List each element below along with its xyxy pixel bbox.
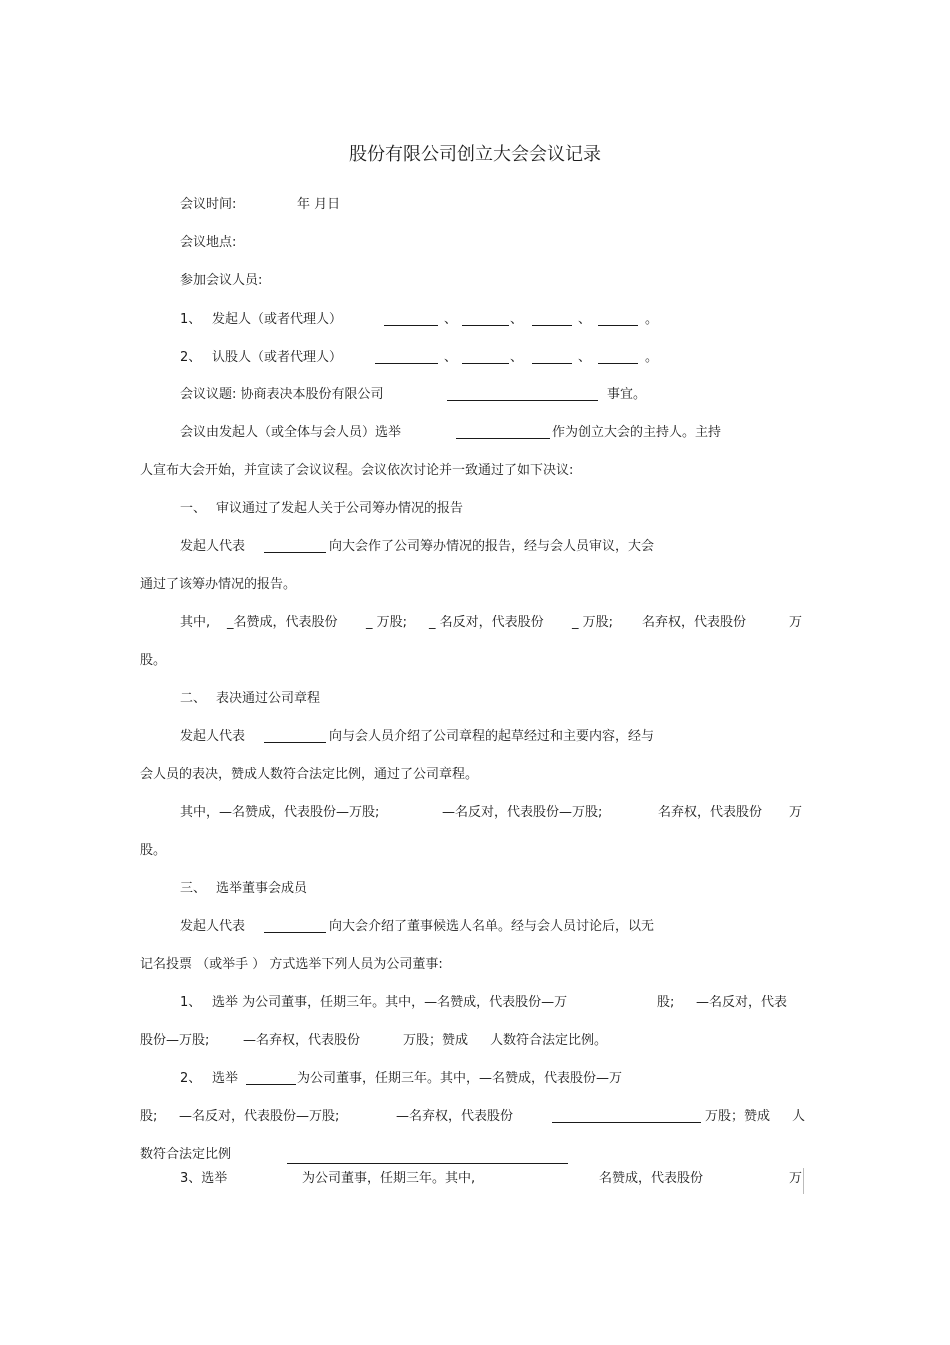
blank-line xyxy=(532,325,572,326)
separator: 。 xyxy=(645,350,659,365)
director-1-text: —名反对，代表 xyxy=(696,995,788,1010)
director-3-text: 名赞成，代表股份 xyxy=(599,1171,704,1186)
section-2-vote: 名弃权，代表股份 xyxy=(658,805,763,820)
blank-line xyxy=(246,1084,296,1085)
section-2-vote: 股。 xyxy=(140,843,167,858)
blank-line xyxy=(375,363,438,364)
attendee-2-number: 2、 xyxy=(180,350,202,365)
section-1-vote: 其中, xyxy=(180,615,211,630)
director-2-text: 选举 xyxy=(212,1071,239,1086)
section-2-title: 表决通过公司章程 xyxy=(216,691,321,706)
director-2-text: —名反对，代表股份—万股; xyxy=(179,1109,340,1124)
blank-line xyxy=(264,742,326,743)
director-1-number: 1、 xyxy=(180,995,202,1010)
section-1-vote: _名赞成，代表股份 xyxy=(227,615,338,630)
section-1-vote: 万 xyxy=(789,615,803,630)
blank-line xyxy=(287,1163,568,1164)
director-3-text: 3、选举 xyxy=(180,1171,228,1186)
section-2-text: 会人员的表决，赞成人数符合法定比例，通过了公司章程。 xyxy=(140,767,479,782)
director-3-text: 万 xyxy=(789,1171,803,1186)
blank-line xyxy=(462,363,509,364)
section-3-text: 向大会介绍了董事候选人名单。经与会人员讨论后，以无 xyxy=(329,919,655,934)
section-1-vote: 股。 xyxy=(140,653,167,668)
section-3-text: 发起人代表 xyxy=(180,919,246,934)
blank-line xyxy=(532,363,572,364)
section-1-text: 向大会作了公司筹办情况的报告，经与会人员审议，大会 xyxy=(329,539,655,554)
attendee-1-number: 1、 xyxy=(180,312,202,327)
meeting-time-label: 会议时间: xyxy=(180,197,237,212)
section-1-vote: _ 万股; xyxy=(572,615,614,630)
topic-label: 会议议题: 协商表决本股份有限公司 xyxy=(180,387,384,402)
director-2-text: 数符合法定比例 xyxy=(140,1147,232,1162)
section-1-vote: _ 万股; xyxy=(366,615,408,630)
section-1-text: 通过了该筹办情况的报告。 xyxy=(140,577,297,592)
margin-line xyxy=(803,1168,804,1194)
meeting-time-value: 年 月日 xyxy=(297,197,341,212)
director-1-text: —名弃权，代表股份 xyxy=(243,1033,361,1048)
separator: 、 xyxy=(444,350,458,365)
separator: 、 xyxy=(578,312,592,327)
blank-line xyxy=(264,932,326,933)
section-1-number: 一、 xyxy=(180,501,207,516)
topic-tail: 事宜。 xyxy=(607,387,647,402)
director-1-text: 股份—万股; xyxy=(140,1033,210,1048)
blank-line xyxy=(598,363,638,364)
host-line-start: 会议由发起人（或全体与会人员）选举 xyxy=(180,425,402,440)
blank-line xyxy=(264,552,326,553)
host-line-continued: 人宣布大会开始，并宣读了会议议程。会议依次讨论并一致通过了如下决议: xyxy=(140,463,574,478)
section-3-number: 三、 xyxy=(180,881,207,896)
blank-line xyxy=(598,325,638,326)
attendee-1-label: 发起人（或者代理人） xyxy=(212,312,343,327)
blank-line xyxy=(552,1122,701,1123)
host-line-end: 作为创立大会的主持人。主持 xyxy=(552,425,722,440)
director-2-text: 股; xyxy=(140,1109,158,1124)
section-1-title: 审议通过了发起人关于公司筹办情况的报告 xyxy=(216,501,464,516)
director-2-number: 2、 xyxy=(180,1071,202,1086)
section-2-number: 二、 xyxy=(180,691,207,706)
section-3-title: 选举董事会成员 xyxy=(216,881,308,896)
section-2-vote: 其中，—名赞成，代表股份—万股; xyxy=(180,805,380,820)
blank-line xyxy=(462,325,509,326)
separator: 、 xyxy=(510,350,524,365)
section-1-vote: 名弃权，代表股份 xyxy=(642,615,747,630)
separator: 、 xyxy=(510,312,524,327)
document-title: 股份有限公司创立大会会议记录 xyxy=(349,144,601,165)
section-2-vote: —名反对，代表股份—万股; xyxy=(442,805,603,820)
blank-line xyxy=(456,438,550,439)
director-1-text: 选举 为公司董事，任期三年。其中，—名赞成，代表股份—万 xyxy=(212,995,568,1010)
director-1-text: 万股；赞成 xyxy=(403,1033,469,1048)
attendees-label: 参加会议人员: xyxy=(180,273,263,288)
attendee-2-label: 认股人（或者代理人） xyxy=(212,350,343,365)
director-2-text: 为公司董事，任期三年。其中，—名赞成，代表股份—万 xyxy=(297,1071,623,1086)
section-3-text: 记名投票 （或举手 ） 方式选举下列人员为公司董事: xyxy=(140,957,443,972)
director-2-text: 人 xyxy=(792,1109,806,1124)
section-2-text: 发起人代表 xyxy=(180,729,246,744)
meeting-place-label: 会议地点: xyxy=(180,235,237,250)
section-2-text: 向与会人员介绍了公司章程的起草经过和主要内容，经与 xyxy=(329,729,655,744)
director-1-text: 人数符合法定比例。 xyxy=(490,1033,608,1048)
director-2-text: —名弃权，代表股份 xyxy=(396,1109,514,1124)
section-1-vote: _ 名反对，代表股份 xyxy=(429,615,544,630)
separator: 、 xyxy=(444,312,458,327)
blank-line xyxy=(384,325,438,326)
director-3-text: 为公司董事，任期三年。其中, xyxy=(302,1171,476,1186)
blank-line xyxy=(447,400,598,401)
separator: 、 xyxy=(578,350,592,365)
director-2-text: 万股；赞成 xyxy=(705,1109,771,1124)
section-1-text: 发起人代表 xyxy=(180,539,246,554)
director-1-text: 股; xyxy=(657,995,675,1010)
separator: 。 xyxy=(645,312,659,327)
section-2-vote: 万 xyxy=(789,805,803,820)
